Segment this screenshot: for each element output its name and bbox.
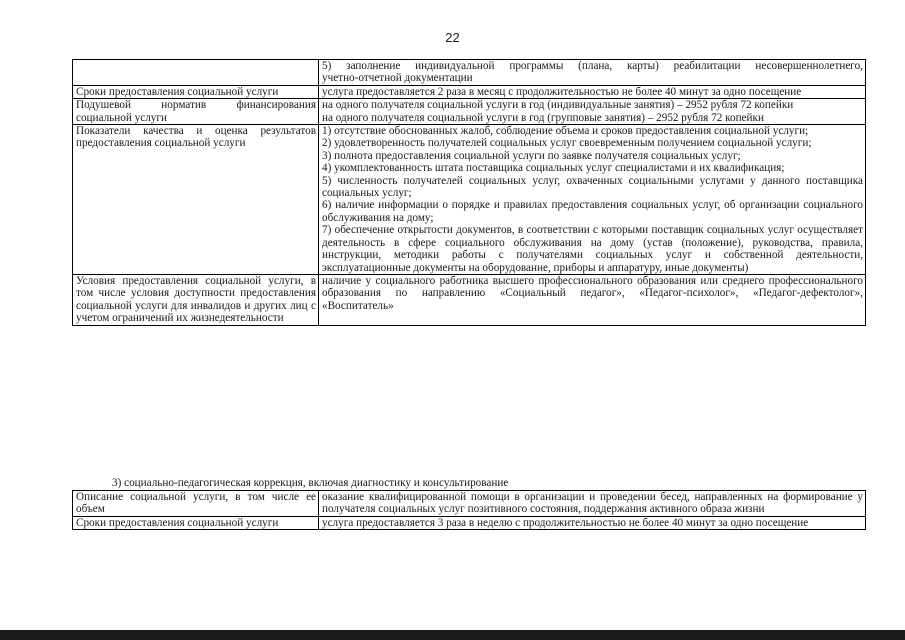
- table-row: [73, 516, 866, 529]
- row-value-cell: [319, 274, 866, 325]
- value-line: 4) укомплектованность штата поставщика социальных услуг специалистами и их квалификация;: [322, 162, 785, 175]
- value-line: на одного получателя социальной услуги в год (индивидуальные занятия) – 2952 рубля 72 копейки: [322, 99, 794, 112]
- row-value-cell: [319, 85, 866, 98]
- services-table-top: [72, 59, 866, 326]
- row-value-cell: [319, 491, 866, 517]
- value-line: 7) обеспечение открытости документов, в соответствии с которыми поставщик социальных услуг осуществляет деятельность в сфере социального обслуживания на дому (устав (положение), руководства, правила, инструкции, методики работы с получателями социальных услуг и собственной деятельности, эксплуатационные документы на оборудование, приборы и аппаратуру, иные документы): [322, 224, 863, 274]
- value-line: оказание квалифицированной помощи в организации и проведении бесед, направленных на формирование у получателя социальных услуг позитивного состояния, поддержания активного образа жизни: [322, 491, 863, 516]
- row-label-cell: [73, 60, 319, 86]
- scan-border: [0, 630, 905, 640]
- row-value-cell: [319, 99, 866, 125]
- value-line: 5) численность получателей социальных услуг, охваченных социальными услугами у данного поставщика социальных услуг;: [322, 174, 863, 200]
- row-label-cell: Сроки предоставления социальной услуги: [73, 85, 319, 98]
- row-label-cell: Описание социальной услуги, в том числе ее объем: [73, 491, 319, 517]
- value-line: учетно-отчетной документации: [322, 72, 473, 85]
- value-line: 1) отсутствие обоснованных жалоб, соблюдение объема и сроков предоставления социальной услуги;: [322, 125, 809, 138]
- page-number: 22: [445, 30, 460, 45]
- table-row: [73, 125, 866, 275]
- row-value-cell: [319, 60, 866, 86]
- value-line: услуга предоставляется 3 раза в неделю с продолжительностью не более 40 минут за одно посещение: [322, 516, 809, 529]
- row-label-cell: Сроки предоставления социальной услуги: [73, 516, 319, 529]
- section-heading: 3) социально-педагогическая коррекция, включая диагностику и консультирование: [112, 477, 509, 489]
- row-label-cell: Условия предоставления социальной услуги, в том числе условия доступности предоставления социальной услуги для инвалидов и других лиц с учетом ограничений их жизнедеятельности: [73, 274, 319, 325]
- table-row: [73, 85, 866, 98]
- table-row: [73, 60, 866, 86]
- value-line: 3) полнота предоставления социальной услуги по заявке получателя социальных услуг;: [322, 149, 741, 162]
- services-table-bottom: [72, 490, 866, 530]
- row-value-cell: [319, 125, 866, 275]
- value-line: 2) удовлетворенность получателей социальных услуг своевременным получением социальной услуги;: [322, 137, 812, 150]
- value-line: 5) заполнение индивидуальной программы (плана, карты) реабилитации несовершеннолетнего,: [322, 60, 863, 72]
- value-line: 6) наличие информации о порядке и правилах предоставления социальных услуг, об организации социального обслуживания на дому;: [322, 199, 863, 224]
- row-value-cell: [319, 516, 866, 529]
- value-line: на одного получателя социальной услуги в год (групповые занятия) – 2952 рубля 72 копейки: [322, 111, 764, 124]
- value-line: наличие у социального работника высшего профессионального образования или среднего профессионального образования по направлению «Социальный педагог», «Педагог-психолог», «Педагог-дефектолог», «Воспитатель»: [322, 274, 863, 312]
- table-row: [73, 491, 866, 517]
- table-row: [73, 99, 866, 125]
- row-label-cell: Показатели качества и оценка результатов предоставления социальной услуги: [73, 125, 319, 275]
- row-label-cell: Подушевой норматив финансирования социальной услуги: [73, 99, 319, 125]
- table-row: [73, 274, 866, 325]
- value-line: услуга предоставляется 2 раза в месяц с продолжительностью не более 40 минут за одно посещение: [322, 85, 802, 98]
